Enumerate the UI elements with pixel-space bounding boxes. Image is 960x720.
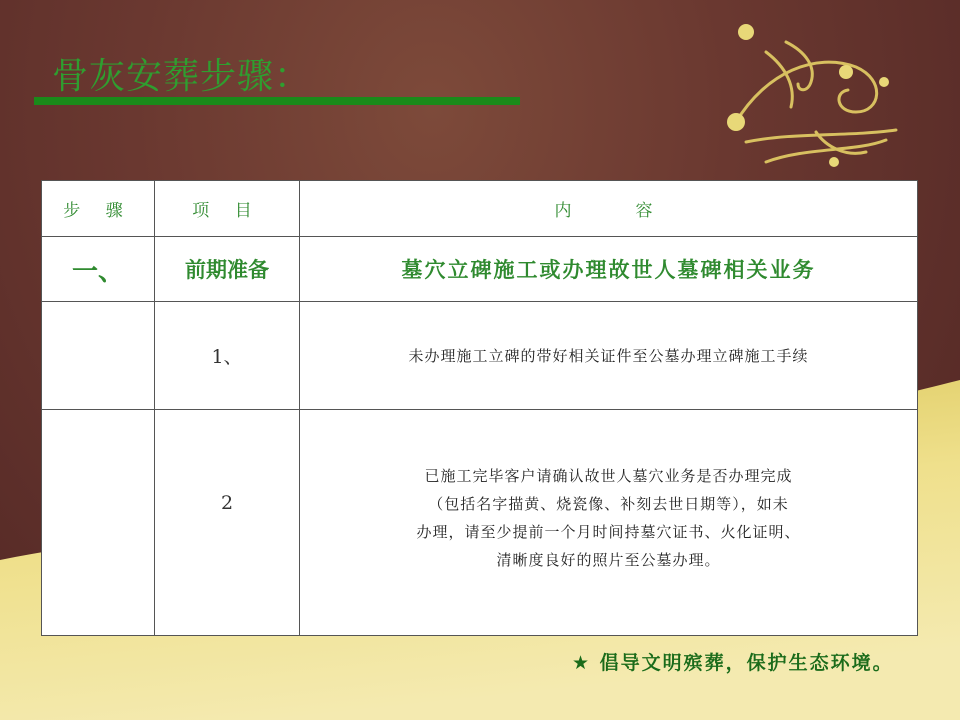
row-index: 1、 [155, 302, 300, 410]
section-row [42, 237, 918, 302]
table-row [42, 302, 918, 410]
table-row [42, 410, 918, 636]
table-header-row [42, 181, 918, 237]
section-content: 墓穴立碑施工或办理故世人墓碑相关业务 [300, 237, 918, 302]
row-description [300, 410, 918, 636]
description-line: 办理，请至少提前一个月时间持墓穴证书、火化证明、 [416, 522, 801, 541]
header-item: 项 目 [155, 181, 300, 237]
description-line: 清晰度良好的照片至公墓办理。 [496, 550, 721, 569]
gold-floral-ornament-icon [706, 12, 906, 182]
description-line: （包括名字描黄、烧瓷像、补刻去世日期等），如未 [428, 494, 789, 513]
header-step: 步 骤 [42, 181, 155, 237]
slogan-text: 倡导文明殡葬，保护生态环境。 [599, 652, 894, 674]
title-underline [34, 97, 520, 105]
section-item: 前期准备 [155, 237, 300, 302]
row-index: 2 [155, 410, 300, 636]
row-step-cell [42, 410, 155, 636]
section-number: 一、 [42, 237, 155, 302]
row-step-cell [42, 302, 155, 410]
star-icon: ★ [572, 652, 592, 674]
footer-slogan [572, 648, 894, 675]
header-content: 内 容 [300, 181, 918, 237]
slide-title: 骨灰安葬步骤： [52, 56, 312, 97]
burial-steps-table [41, 180, 918, 636]
description-line: 已施工完毕客户请确认故世人墓穴业务是否办理完成 [424, 466, 793, 485]
row-description: 未办理施工立碑的带好相关证件至公墓办理立碑施工手续 [300, 302, 918, 410]
